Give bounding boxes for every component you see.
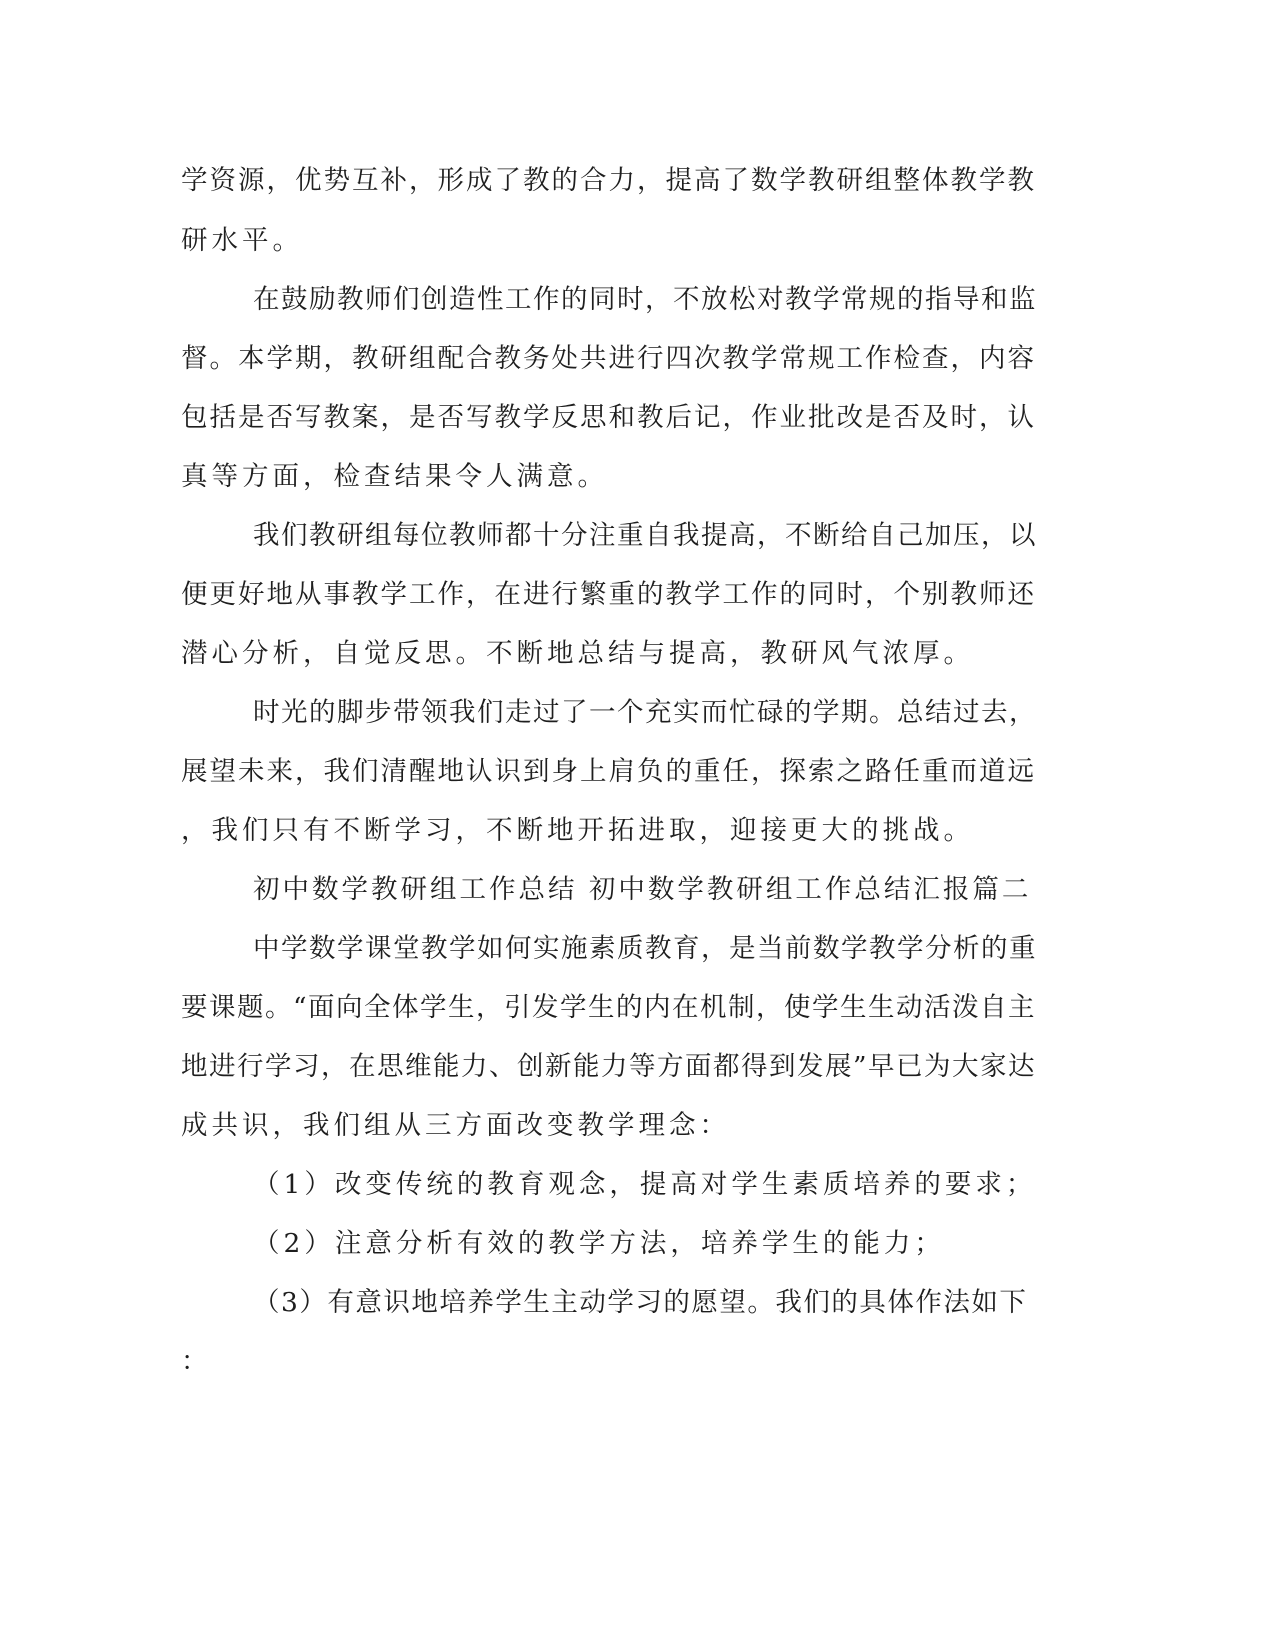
text-line: 时光的脚步带领我们走过了一个充实而忙碌的学期。总结过去， [253, 697, 1037, 728]
text-line: 学资源，优势互补，形成了教的合力，提高了数学教研组整体教学教 [181, 165, 1036, 196]
text-line: 督。本学期，教研组配合教务处共进行四次教学常规工作检查，内容 [181, 343, 1036, 374]
text-line: 地进行学习，在思维能力、创新能力等方面都得到发展”早已为大家达 [181, 1051, 1037, 1082]
list-item: （3）有意识地培养学生主动学习的愿望。我们的具体作法如下 [253, 1287, 1028, 1318]
text-line: ： [181, 1346, 212, 1377]
list-item: （2）注意分析有效的教学方法，培养学生的能力； [253, 1228, 945, 1259]
text-line: 研水平。 [181, 225, 303, 256]
text-line: 要课题。“面向全体学生，引发学生的内在机制，使学生生动活泼自主 [181, 992, 1037, 1023]
text-line: 中学数学课堂教学如何实施素质教育，是当前数学教学分析的重 [253, 933, 1037, 964]
text-line: 展望未来，我们清醒地认识到身上肩负的重任，探索之路任重而道远 [181, 756, 1036, 787]
text-line: 便更好地从事教学工作，在进行繁重的教学工作的同时，个别教师还 [181, 579, 1036, 610]
text-line: 在鼓励教师们创造性工作的同时，不放松对教学常规的指导和监 [253, 284, 1037, 315]
text-line: 成共识，我们组从三方面改变教学理念： [181, 1110, 730, 1141]
text-line: 我们教研组每位教师都十分注重自我提高，不断给自己加压，以 [253, 520, 1037, 551]
text-line: 潜心分析，自觉反思。不断地总结与提高，教研风气浓厚。 [181, 638, 974, 669]
text-line: 包括是否写教案，是否写教学反思和教后记，作业批改是否及时，认 [181, 402, 1036, 433]
text-line: 真等方面，检查结果令人满意。 [181, 461, 608, 492]
section-heading: 初中数学教研组工作总结 初中数学教研组工作总结汇报篇二 [253, 874, 1032, 905]
text-line: ，我们只有不断学习，不断地开拓进取，迎接更大的挑战。 [181, 815, 974, 846]
list-item: （1）改变传统的教育观念，提高对学生素质培养的要求； [253, 1169, 1037, 1200]
